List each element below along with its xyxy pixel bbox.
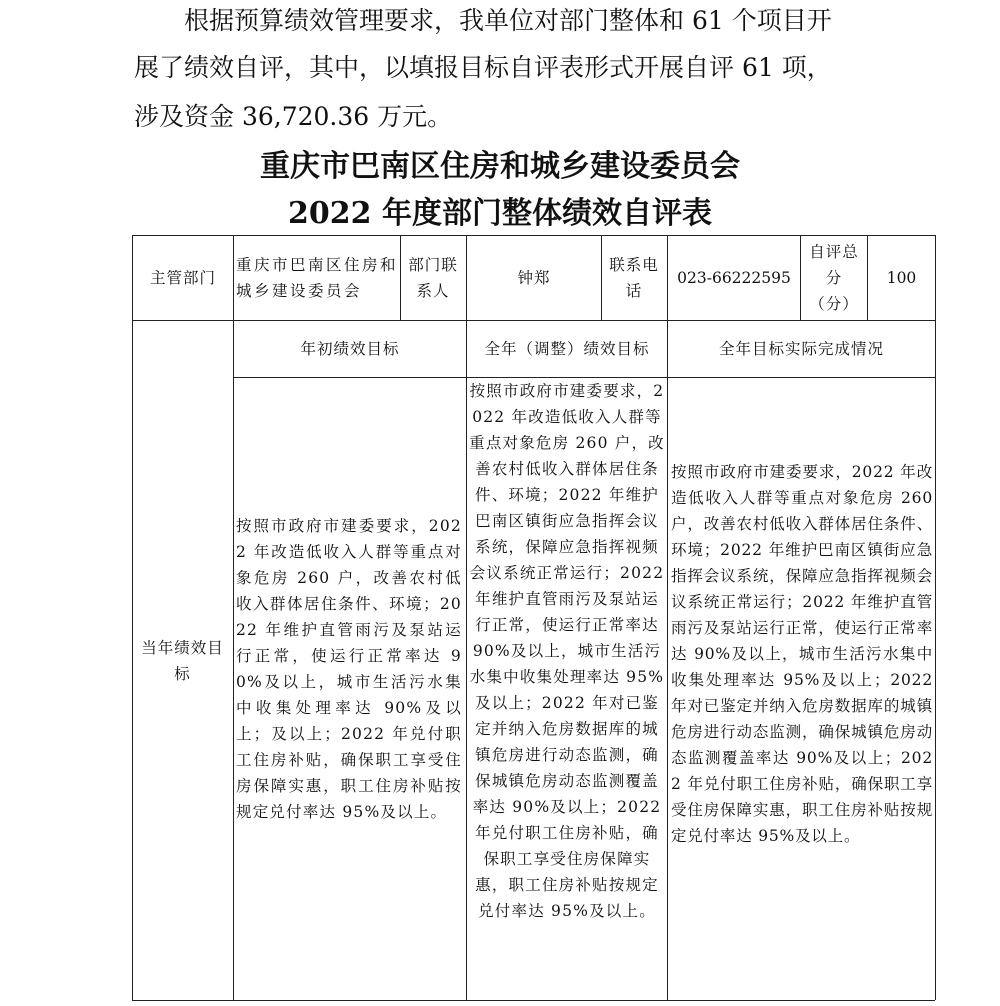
column-initial-goal-text: 年初绩效目标	[300, 340, 400, 358]
contact-label	[402, 236, 464, 320]
page-subtitle: 2022 年度部门整体绩效自评表	[288, 196, 712, 231]
table-rule-v6	[800, 235, 801, 320]
table-border-right	[935, 235, 936, 1000]
initial-goal-text: 按照市政府市建委要求，2022 年改造低收入人群等重点对象危房 260 户，改善农村低收入群体居住条件、环境；2022 年维护直管雨污及泵站运行正常，使运行正常率达 90%及以上，城市生活污水集中收集处理率达 90%及以上；及以上；2022 年兑付职工住房补贴，确保职工享受住房保障实惠，职工住房补贴按规定兑付率达 95%及以上。	[236, 517, 462, 821]
dept-label-text: 主管部门	[149, 269, 216, 287]
table-rule-v5	[601, 235, 602, 320]
table-rule-v4	[400, 235, 401, 320]
phone-label	[603, 236, 665, 320]
dept-label	[133, 236, 233, 320]
column-adjusted-goal-text: 全年（调整）绩效目标	[484, 340, 650, 358]
dept-value	[236, 236, 398, 320]
contact-label-text: 部门联系人	[408, 256, 458, 300]
column-adjusted-goal	[467, 321, 667, 377]
score-label-text: 自评总分（分）	[809, 243, 859, 313]
goal-row-label-text: 当年绩效目标	[141, 638, 224, 683]
page-title: 重庆市巴南区住房和城乡建设委员会	[260, 149, 740, 184]
contact-value	[467, 236, 601, 320]
column-initial-goal	[234, 321, 466, 377]
phone-value	[668, 236, 800, 320]
contact-value-text: 钟郑	[517, 269, 551, 287]
column-actual-completion-text: 全年目标实际完成情况	[718, 340, 884, 358]
table-border-bottom	[132, 1000, 935, 1001]
score-value	[868, 236, 935, 320]
column-actual-completion	[668, 321, 935, 377]
intro-line-1: 根据预算绩效管理要求，我单位对部门整体和 61 个项目开	[184, 6, 832, 35]
intro-line-2: 展了绩效自评，其中，以填报目标自评表形式开展自评 61 项，	[134, 53, 832, 82]
score-label	[802, 236, 866, 320]
intro-line-3: 涉及资金 36,720.36 万元。	[134, 102, 453, 131]
adjusted-goal-text: 按照市政府市建委要求，2022 年改造低收入人群等重点对象危房 260 户，改善农村低收入群体居住条件、环境；2022 年维护巴南区镇街应急指挥会议系统，保障应急指挥视频会议系统正常运行；2022 年维护直管雨污及泵站运行正常，使运行正常率达 90%及以上，城市生活污水集中收集处理率达 95%及以上；2022 年对已鉴定并纳入危房数据库的城镇危房进行动态监测，确保城镇危房动态监测覆盖率达 90%及以上；2022 年兑付职工住房补贴，确保职工享受住房保障实惠，职工住房补贴按规定兑付率达 95%及以上。	[469, 382, 665, 920]
score-value-text: 100	[886, 269, 917, 287]
phone-label-text: 联系电话	[609, 256, 659, 300]
goal-row-label	[133, 321, 232, 1000]
dept-value-text: 重庆市巴南区住房和城乡建设委员会	[236, 256, 399, 300]
actual-completion-text: 按照市政府市建委要求，2022 年改造低收入人群等重点对象危房 260 户，改善农村低收入群体居住条件、环境；2022 年维护巴南区镇街应急指挥会议系统，保障应急指挥视频会议系统正常运行；2022 年维护直管雨污及泵站运行正常，使运行正常率达 90%及以上，城市生活污水集中收集处理率达 95%及以上；2022 年对已鉴定并纳入危房数据库的城镇危房进行动态监测，确保城镇危房动态监测覆盖率达 90%及以上；2022 年兑付职工住房补贴，确保职工享受住房保障实惠，职工住房补贴按规定兑付率达 95%及以上。	[671, 463, 933, 845]
phone-value-text: 023-66222595	[677, 269, 791, 287]
